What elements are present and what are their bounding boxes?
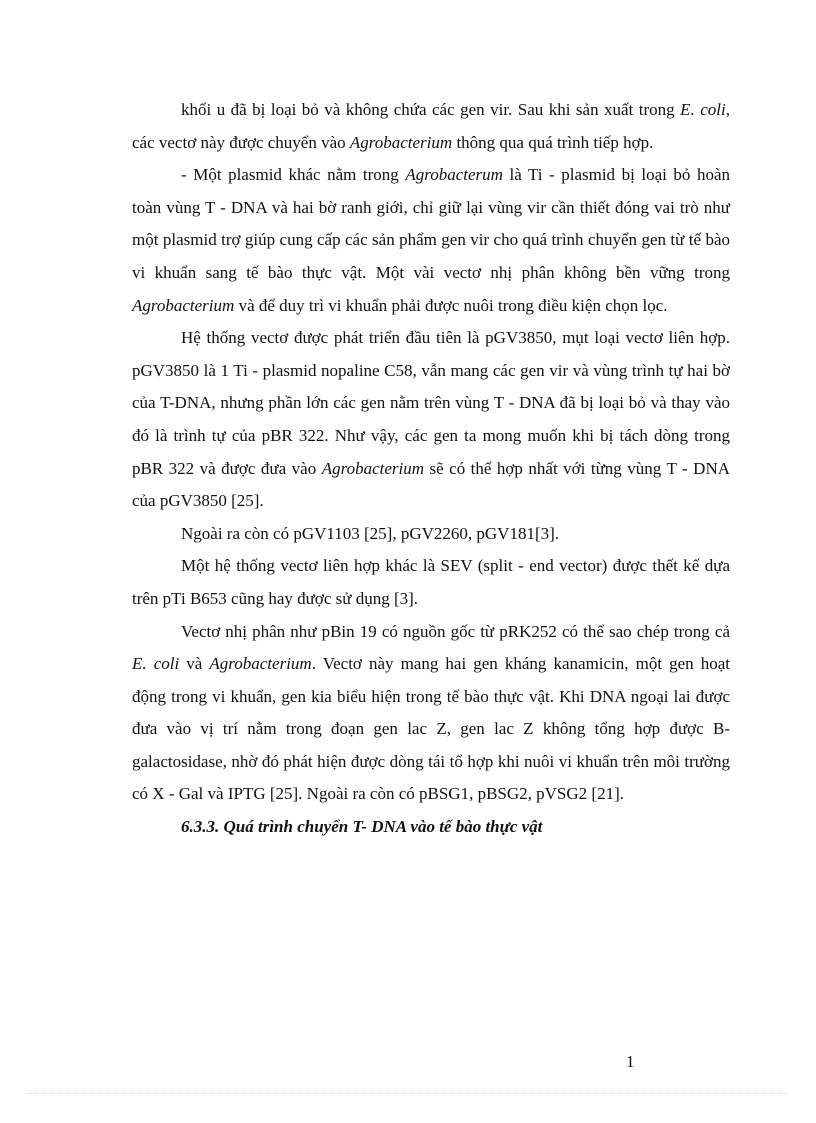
species-name: Agrobacterum xyxy=(405,165,503,185)
species-name: E. coli xyxy=(132,654,180,674)
paragraph-text: và xyxy=(179,654,210,674)
paragraph-text: . Vectơ này mang hai gen kháng kanamicin, một gen hoạt động trong vi khuẩn, gen kia biểu hiện trong tế bào thực vật. Khi DNA ngoại lai được đưa vào vị trí nằm trong đoạn gen lac Z, gen lac Z không tổng hợp được B-galactosidase, nhờ đó phát hiện được dòng tái tổ hợp khi nuôi vi khuẩn trên môi trường có X - Gal và IPTG [25]. Ngoài ra còn có pBSG1, pBSG2, pVSG2 [21]. xyxy=(132,654,730,804)
paragraph-text: khối u đã bị loại bỏ và không chứa các gen vir. Sau khi sản xuất trong xyxy=(181,100,681,119)
paragraph-text: và để duy trì vi khuẩn phải được nuôi trong điều kiện chọn lọc. xyxy=(234,295,668,315)
document-body xyxy=(132,94,730,844)
paragraph-text: Vectơ nhị phân như pBin 19 có nguồn gốc từ pRK252 có thể sao chép trong cả xyxy=(181,621,730,641)
paragraph-text: sẽ có thể hợp nhất với từng vùng T - DNA của pGV3850 [25]. xyxy=(132,458,730,511)
species-name: Agrobacterium xyxy=(321,458,425,478)
paragraph-4: Ngoài ra còn có pGV1103 [25], pGV2260, pGV181[3]. xyxy=(181,523,560,543)
paragraph-text: thông qua quá trình tiếp hợp. xyxy=(452,132,654,152)
paragraph-text: là Ti - plasmid bị loại bỏ hoàn toàn vùng T - DNA và hai bờ ranh giới, chỉ giữ lại vùng vir cần thiết đóng vai trò như một plasmid trợ giúp cung cấp các sản phẩm gen vir cho quá trình chuyển gen từ tế bào vi khuẩn sang tế bào thực vật. Một vài vectơ nhị phân không bền vững trong xyxy=(132,165,730,282)
page-number: 1 xyxy=(626,1052,635,1071)
species-name: E. coli xyxy=(680,100,726,119)
paragraph-3 xyxy=(132,322,730,518)
species-name: Agrobacterium xyxy=(209,654,312,674)
paragraph-6 xyxy=(132,616,730,812)
paragraph-1 xyxy=(132,94,730,159)
paragraph-text: Hệ thống vectơ được phát triển đầu tiên là pGV3850, mụt loại vectơ liên hợp. pGV3850 là 1 Ti - plasmid nopaline C58, vẫn mang các gen vir và vùng trình tự hai bờ của T-DNA, nhưng phần lớn các gen nằm trên vùng T - DNA đã bị loại bỏ và thay vào đó là trình tự của pBR 322. Như vậy, các gen ta mong muốn khi bị tách dòng trong pBR 322 và được đưa vào xyxy=(132,328,730,478)
paragraph-text: - Một plasmid khác nằm trong xyxy=(181,165,406,185)
species-name: Agrobacterium xyxy=(349,132,453,152)
paragraph-text: , các vectơ này được chuyển vào xyxy=(132,100,730,152)
section-heading: 6.3.3. Quá trình chuyển T- DNA vào tế bào thực vật xyxy=(181,817,543,837)
paragraph-2 xyxy=(132,159,730,322)
species-name: Agrobacterium xyxy=(132,295,235,315)
paragraph-5: Một hệ thống vectơ liên hợp khác là SEV (split - end vector) được thết kế dựa trên pTi B653 cũng hay được sử dụng [3]. xyxy=(132,556,730,608)
footer-divider xyxy=(28,1093,788,1094)
